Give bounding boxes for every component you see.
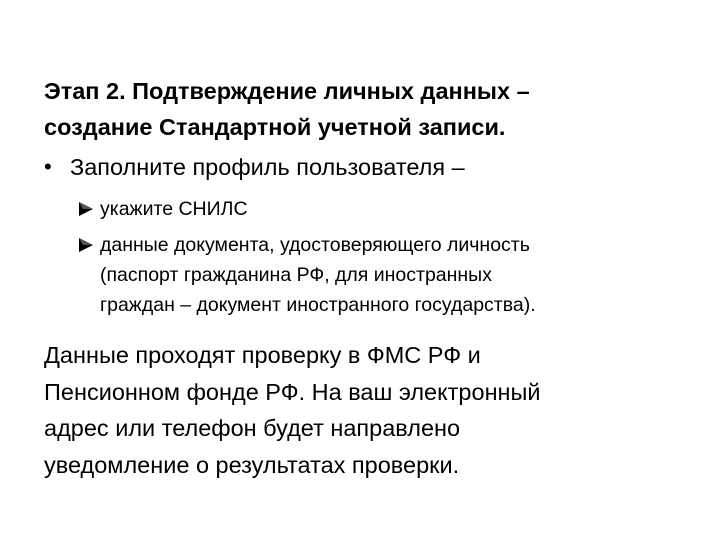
arrow-bullet-icon xyxy=(77,231,97,259)
bullet-dot-icon: • xyxy=(44,154,52,179)
slide-title-line: Этап 2. Подтверждение личных данных – xyxy=(44,78,530,104)
body-paragraph xyxy=(44,337,684,483)
sub-item-text: граждан – документ иностранного государства). xyxy=(100,294,536,316)
sub-item-snils xyxy=(77,194,677,224)
slide-title-line: создание Стандартной учетной записи. xyxy=(44,114,506,140)
paragraph-line: адрес или телефон будет направлено xyxy=(44,415,461,441)
paragraph-line: Данные проходят проверку в ФМС РФ и xyxy=(44,342,481,368)
paragraph-line: Пенсионном фонде РФ. На ваш электронный xyxy=(44,378,541,405)
bullet-text: Заполните профиль пользователя – xyxy=(70,154,465,180)
arrow-bullet-icon xyxy=(77,195,97,223)
sub-item-text: укажите СНИЛС xyxy=(100,198,248,220)
sub-item-document xyxy=(77,230,677,322)
sub-item-text: (паспорт гражданина РФ, для иностранных xyxy=(100,264,492,286)
slide-title xyxy=(44,73,684,145)
sub-item-text: данные документа, удостоверяющего личность xyxy=(100,234,530,256)
paragraph-line: уведомление о результатах проверки. xyxy=(44,451,460,478)
